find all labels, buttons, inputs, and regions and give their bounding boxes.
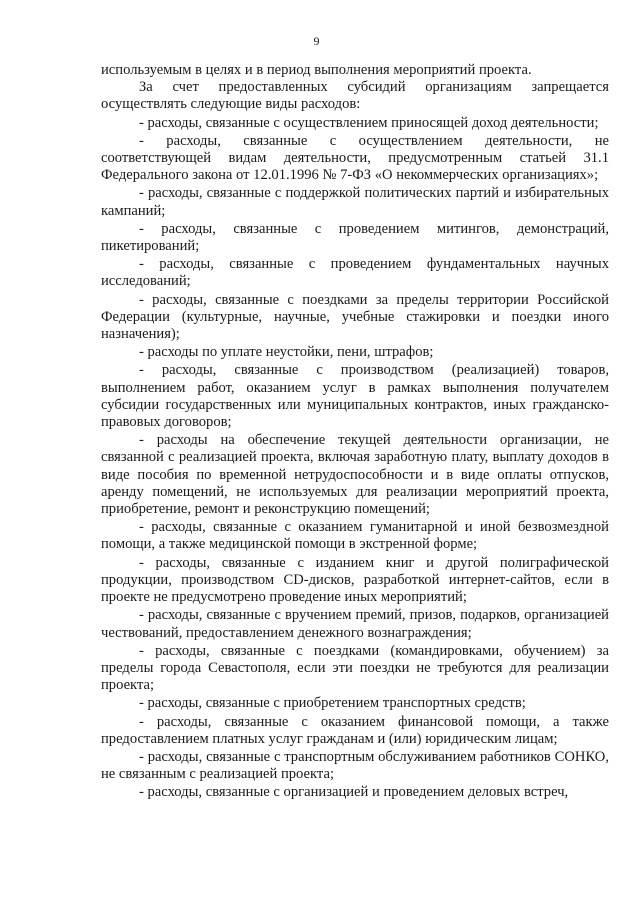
expense-item: - расходы, связанные с проведением фундаментальных научных исследований; [101, 256, 609, 290]
expense-item: - расходы по уплате неустойки, пени, штрафов; [139, 344, 434, 361]
expense-item: - расходы, связанные с поездками (командировками, обучением) за пределы города Севастополя, если эти поездки не требуются для реализации проекта; [101, 642, 609, 694]
expense-item: - расходы, связанные с осуществлением приносящей доход деятельности; [139, 114, 599, 131]
expense-item: - расходы, связанные с поездками за пределы территории Российской Федерации (культурные, научные, учебные стажировки и поездки иного назначения); [101, 291, 609, 343]
expense-item: - расходы, связанные с проведением митингов, демонстраций, пикетирований; [101, 220, 609, 255]
document-body [101, 62, 609, 802]
expense-item: - расходы, связанные с вручением премий, призов, подарков, организацией чествований, предоставлением денежного вознаграждения; [101, 607, 609, 641]
expense-item: - расходы, связанные с транспортным обслуживанием работников СОНКО, не связанным с реализацией проекта; [101, 748, 609, 783]
expense-item: - расходы, связанные с производством (реализацией) товаров, выполнением работ, оказанием услуг в рамках выполнения получателем субсидии государственных или муниципальных контрактов, иных гражданско-правовых договоров; [101, 362, 609, 431]
expense-item: - расходы, связанные с изданием книг и другой полиграфической продукции, производством CD-дисков, разработкой интернет-сайтов, если в проекте не предусмотрено проведение иных мероприятий; [101, 554, 609, 606]
expense-item: - расходы, связанные с организацией и проведением деловых встреч, [139, 784, 569, 801]
expense-item: - расходы, связанные с приобретением транспортных средств; [139, 695, 526, 712]
expense-item: - расходы, связанные с оказанием финансовой помощи, а также предоставлением платных услуг гражданам и (или) юридическим лицам; [101, 713, 609, 747]
expense-item: - расходы, связанные с осуществлением деятельности, не соответствующей видам деятельности, предусмотренным статьей 31.1 Федерального закона от 12.01.1996 № 7-ФЗ «О некоммерческих организациях»; [101, 132, 609, 184]
page-number: 9 [313, 34, 320, 48]
expense-item: - расходы, связанные с поддержкой политических партий и избирательных кампаний; [101, 185, 609, 219]
intro-paragraph: За счет предоставленных субсидий организациям запрещается осуществлять следующие виды расходов: [101, 79, 609, 113]
expense-item: - расходы на обеспечение текущей деятельности организации, не связанной с реализацией проекта, включая заработную плату, выплату доходов в виде пособия по временной нетрудоспособности и в виде оплаты отпусков, аренду помещений, не используемых для реализации мероприятий проекта, приобретение, ремонт и реконструкцию помещений; [101, 432, 609, 518]
expense-item: - расходы, связанные с оказанием гуманитарной и иной безвозмездной помощи, а также медицинской помощи в экстренной форме; [101, 519, 609, 553]
lead-continuation: используемым в целях и в период выполнения мероприятий проекта. [101, 62, 532, 78]
